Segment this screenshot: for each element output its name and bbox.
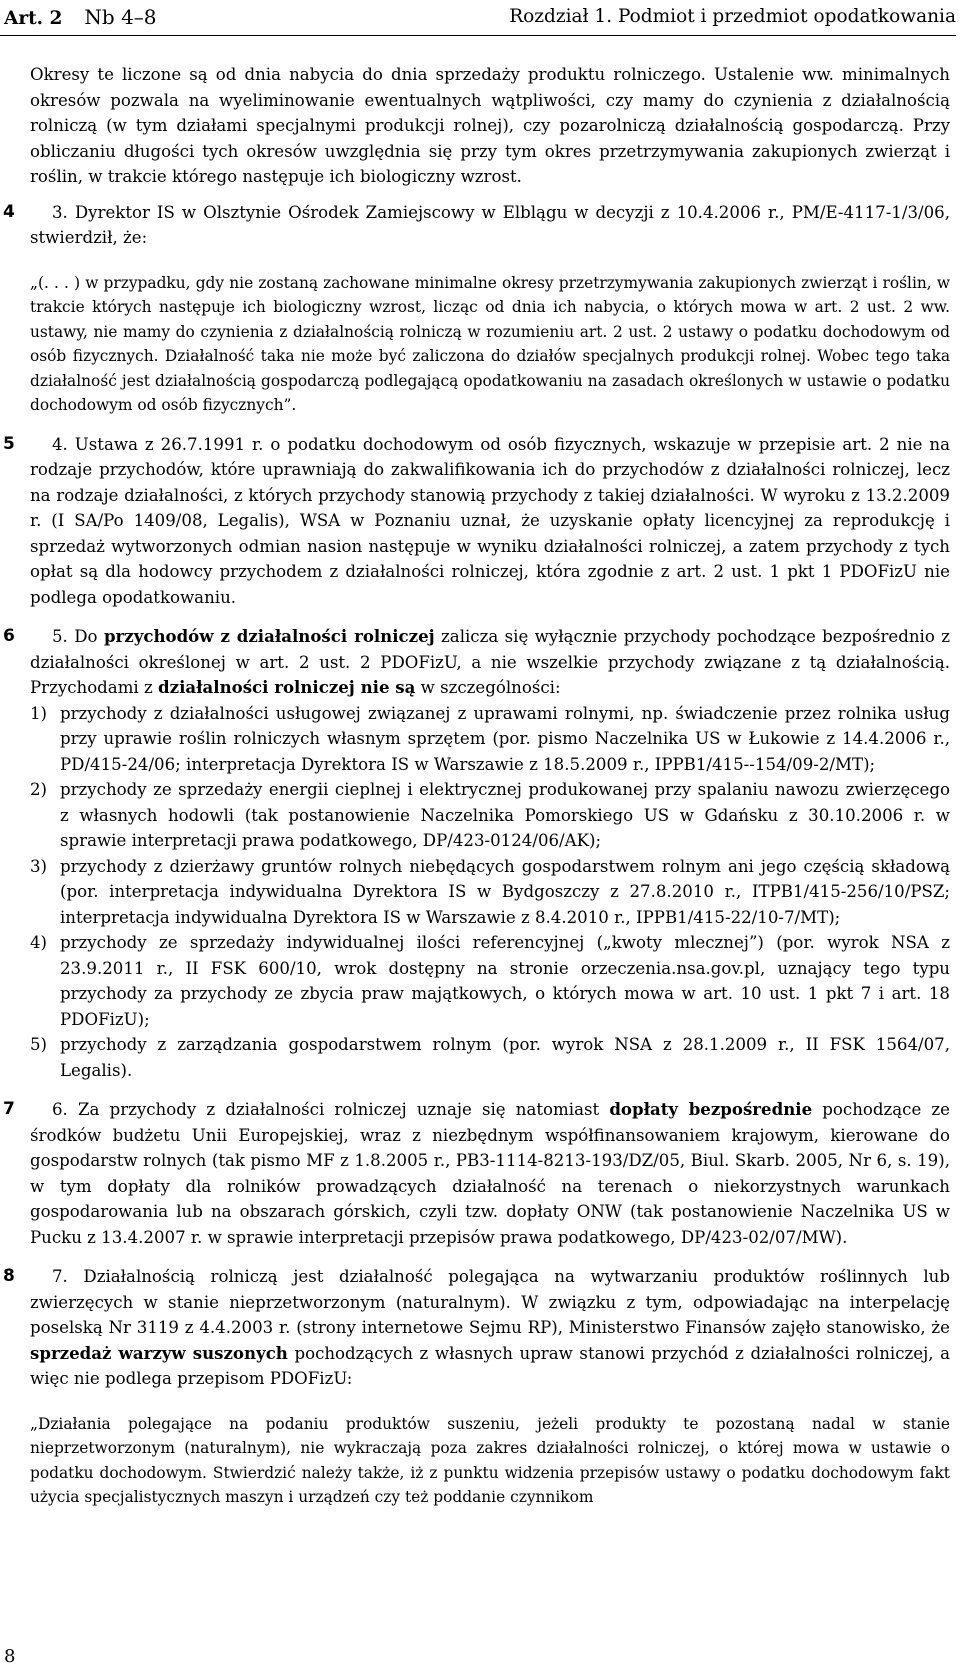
list-item bbox=[30, 1032, 950, 1083]
list-number: 4) bbox=[30, 933, 48, 952]
bold-text: sprzedaż warzyw suszonych bbox=[30, 1342, 288, 1363]
bold-text: przychodów z działalności rolniczej bbox=[103, 626, 435, 646]
page-number: 8 bbox=[4, 1646, 16, 1667]
list-number: 2) bbox=[30, 780, 48, 799]
header-left bbox=[4, 2, 157, 34]
section-7 bbox=[3, 1097, 950, 1250]
section-4 bbox=[3, 200, 950, 251]
text-run: 5. Do bbox=[52, 627, 104, 646]
paragraph-8 bbox=[30, 1264, 950, 1392]
paragraph-4: 3. Dyrektor IS w Olsztynie Ośrodek Zamiejscowy w Elblągu w decyzji z 10.4.2006 r., PM/E-4117-1/3/06, stwierdził, że: bbox=[30, 202, 950, 247]
list-number: 1) bbox=[30, 703, 48, 723]
list-item bbox=[30, 854, 950, 931]
list-text: przychody z działalności usługowej związanej z uprawami rolnymi, np. świadczenie przez rolnika usług przy uprawie roślin rolniczych własnym sprzętem (por. pismo Naczelnika US w Łukowie z 14.4.2006 r., PD/415-24/06; interpretacja Dyrektora IS w Warszawie z 18.5.2009 r., IPPB1/415--154/09-2/MT); bbox=[60, 703, 950, 774]
paragraph-6 bbox=[30, 624, 950, 701]
bold-text: dopłaty bezpośrednie bbox=[609, 1099, 813, 1119]
text-run: w szczególności: bbox=[415, 678, 561, 697]
page-header bbox=[4, 2, 956, 32]
paragraph-7 bbox=[30, 1097, 950, 1250]
section-8 bbox=[3, 1264, 950, 1392]
list-text: przychody ze sprzedaży indywidualnej ilości referencyjnej („kwoty mlecznej”) (por. wyrok NSA z 23.9.2011 r., II FSK 600/10, wrok dostępny na stronie orzeczenia.nsa.gov.pl, uznający tego typu przychody za przychody ze zbycia praw majątkowych, o których mowa w art. 10 ust. 1 pkt 7 i art. 18 PDOFizU); bbox=[60, 933, 950, 1029]
margin-number: 6 bbox=[3, 626, 15, 646]
margin-number: 7 bbox=[3, 1099, 15, 1119]
list-text: przychody ze sprzedaży energii cieplnej i elektrycznej produkowanej przy spalaniu nawozu zwierzęcego z własnych hodowli (tak postanowienie Naczelnika Pomorskiego US w Gdańsku z 30.10.2006 r. w sprawie interpretacji prawa podatkowego, DP/423-0124/06/AK); bbox=[60, 780, 950, 850]
list-item bbox=[30, 930, 950, 1032]
quote-4: „(. . . ) w przypadku, gdy nie zostaną zachowane minimalne okresy przetrzymywania zakupionych zwierząt i roślin, w trakcie których następuje ich biologiczny wzrost, licząc od dnia ich nabycia, o których mowa w art. 2 ust. 2 ww. ustawy, nie mamy do czynienia z działalnością rolniczą w rozumieniu art. 2 ust. 2 ustawy o podatku dochodowym od osób fizycznych. Działalność taka nie może być zaliczona do działów specjalnych produkcji rolnej. Wobec tego taka działalność jest działalnością gospodarczą podlegającą opodatkowaniu na zasadach określonych w ustawie o podatku dochodowym od osób fizycznych”. bbox=[30, 273, 950, 414]
paragraph-5: 4. Ustawa z 26.7.1991 r. o podatku dochodowym od osób fizycznych, wskazuje w przepisie art. 2 nie na rodzaje przychodów, które uprawniają do zakwalifikowania ich do przychodów z działalności rolniczej, lecz na rodzaje działalności, z których przychody stanowią przychody z takiej działalności. W wyroku z 13.2.2009 r. (I SA/Po 1409/08, Legalis), WSA w Poznaniu uznał, że uzyskanie opłaty licencyjnej za reprodukcję i sprzedaż wytworzonych odmian nasion następuje w wyniku działalności rolniczej, a zatem przychody z tych opłat są dla hodowcy przychodem z działalności rolniczej, która zgodnie z art. 2 ust. 1 pkt 1 PDOFizU nie podlega opodatkowaniu. bbox=[30, 434, 950, 607]
list-item bbox=[30, 777, 950, 854]
text-run: 7. Działalnością rolniczą jest działalność polegająca na wytwarzaniu produktów roślinnych lub zwierzęcych w stanie nieprzetworzonym (naturalnym). W związku z tym, odpowiadając na interpelację poselską Nr 3119 z 4.4.2003 r. (strony internetowe Sejmu RP), Ministerstwo Finansów zajęło stanowisko, że bbox=[30, 1267, 950, 1337]
section-5 bbox=[3, 432, 950, 611]
list-text: przychody z dzierżawy gruntów rolnych niebędących gospodarstwem rolnym ani jego częścią składową (por. interpretacja indywidualna Dyrektora IS w Bydgoszczy z 27.8.2010 r., ITPB1/415-256/10/PSZ; interpretacja indywidualna Dyrektora IS w Warszawie z 8.4.2010 r., IPPB1/415-22/10-7/MT); bbox=[60, 856, 950, 927]
chapter-title: Rozdział 1. Podmiot i przedmiot opodatkowania bbox=[509, 6, 956, 27]
header-rule bbox=[0, 35, 956, 36]
bold-text: działalności rolniczej nie są bbox=[158, 677, 416, 697]
text-run: zalicza się wyłącznie przychody pochodzące bezpośrednio z działalności określonej w art. 2 ust. 2 PDOFizU, a nie wszelkie przychody związane z tą działalnością. Przychodami z bbox=[30, 627, 950, 697]
margin-number: 4 bbox=[3, 201, 15, 222]
text-run: 6. Za przychody z działalności rolniczej uznaje się natomiast bbox=[52, 1100, 610, 1119]
section-6 bbox=[3, 624, 950, 1083]
list-number: 5) bbox=[30, 1035, 48, 1054]
margin-number: 5 bbox=[3, 433, 15, 454]
page-content bbox=[3, 62, 950, 1510]
list-number: 3) bbox=[30, 856, 48, 876]
text-run: pochodzące ze środków budżetu Unii Europejskiej, wraz z niezbędnym współfinansowaniem krajowym, kierowane do gospodarstw rolnych (tak pismo MF z 1.8.2005 r., PB3-1114-8213-193/DZ/05, Biul. Skarb. 2005, Nr 6, s. 19), w tym dopłaty dla rolników prowadzących działalność na terenach o niekorzystnych warunkach gospodarowania lub na obszarach górskich, czyli tzw. dopłaty ONW (tak postanowienie Naczelnika US w Pucku z 13.4.2007 r. w sprawie interpretacji przepisów prawa podatkowego, DP/423-02/07/MW). bbox=[30, 1100, 950, 1247]
paragraph-continued: Okresy te liczone są od dnia nabycia do dnia sprzedaży produktu rolniczego. Ustalenie ww. minimalnych okresów pozwala na wyeliminowanie ewentualnych wątpliwości, czy mamy do czynienia z działalnością rolniczą (w tym działami specjalnymi produkcji rolnej), czy pozarolniczą działalnością gospodarczą. Przy obliczaniu długości tych okresów uwzględnia się przy tym okres przetrzymywania zakupionych zwierząt i roślin, w trakcie którego następuje ich biologiczny wzrost. bbox=[30, 65, 950, 186]
margin-number-range: Nb 4–8 bbox=[84, 5, 157, 29]
margin-number: 8 bbox=[3, 1266, 15, 1286]
text-run: pochodzących z własnych upraw stanowi przychód z działalności rolniczej, a więc nie podlega przepisom PDOFizU: bbox=[30, 1343, 950, 1388]
list-6 bbox=[30, 701, 950, 1084]
list-text: przychody z zarządzania gospodarstwem rolnym (por. wyrok NSA z 28.1.2009 r., II FSK 1564/07, Legalis). bbox=[60, 1035, 950, 1080]
list-item bbox=[30, 701, 950, 778]
quote-8: „Działania polegające na podaniu produktów suszeniu, jeżeli produkty te pozostaną nadal w stanie nieprzetworzonym (naturalnym), nie wykraczają poza zakres działalności rolniczej, o której mowa w ustawie o podatku dochodowym. Stwierdzić należy także, iż z punktu widzenia przepisów ustawy o podatku dochodowym fakt użycia specjalistycznych maszyn i urządzeń czy też poddanie czynnikom bbox=[30, 1414, 950, 1506]
article-label: Art. 2 bbox=[4, 8, 63, 29]
